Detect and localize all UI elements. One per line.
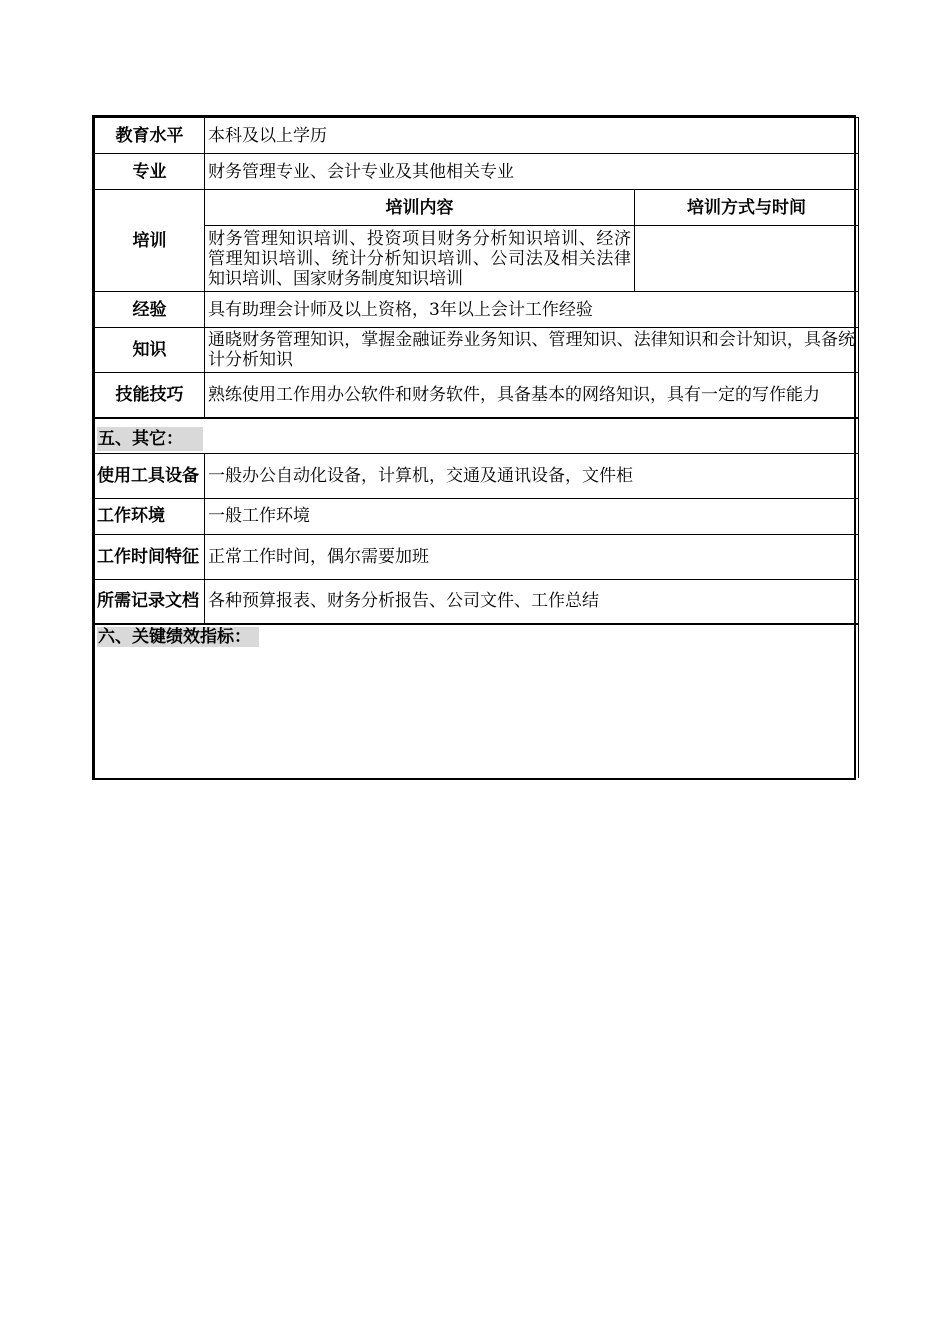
row-knowledge	[95, 328, 859, 373]
skills-label: 技能技巧	[95, 373, 205, 418]
experience-label: 经验	[95, 292, 205, 328]
experience-value: 具有助理会计师及以上资格，3年以上会计工作经验	[205, 292, 859, 328]
environment-label: 工作环境	[95, 498, 205, 534]
row-environment	[95, 498, 859, 534]
environment-value: 一般工作环境	[205, 498, 859, 534]
records-value: 各种预算报表、财务分析报告、公司文件、工作总结	[205, 579, 859, 624]
row-kpi	[95, 624, 859, 778]
row-major	[95, 154, 859, 190]
education-value: 本科及以上学历	[205, 118, 859, 154]
hours-value: 正常工作时间，偶尔需要加班	[205, 534, 859, 579]
knowledge-value: 通晓财务管理知识，掌握金融证券业务知识、管理知识、法律知识和会计知识，具备统计分析知识	[205, 328, 859, 373]
row-records	[95, 579, 859, 624]
skills-value: 熟练使用工作用办公软件和财务软件，具备基本的网络知识，具有一定的写作能力	[205, 373, 859, 418]
row-training-header	[95, 190, 859, 226]
training-method-header: 培训方式与时间	[635, 190, 859, 226]
knowledge-label: 知识	[95, 328, 205, 373]
kpi-section-title: 六、关键绩效指标：	[97, 627, 259, 647]
row-other-title	[95, 418, 859, 454]
training-method-value	[635, 226, 859, 292]
requirements-table	[94, 117, 859, 778]
row-experience	[95, 292, 859, 328]
training-label: 培训	[95, 190, 205, 292]
row-hours	[95, 534, 859, 579]
row-education	[95, 118, 859, 154]
row-training-body	[95, 226, 859, 292]
training-content-header: 培训内容	[205, 190, 635, 226]
education-label: 教育水平	[95, 118, 205, 154]
major-value: 财务管理专业、会计专业及其他相关专业	[205, 154, 859, 190]
major-label: 专业	[95, 154, 205, 190]
other-section-title: 五、其它：	[97, 427, 203, 451]
job-description-table	[92, 115, 856, 780]
tools-label: 使用工具设备	[95, 453, 205, 498]
row-tools	[95, 453, 859, 498]
tools-value: 一般办公自动化设备，计算机，交通及通讯设备，文件柜	[205, 453, 859, 498]
row-skills	[95, 373, 859, 418]
training-content-value: 财务管理知识培训、投资项目财务分析知识培训、经济管理知识培训、统计分析知识培训、公司法及相关法律知识培训、国家财务制度知识培训	[205, 226, 635, 292]
records-label: 所需记录文档	[95, 579, 205, 624]
hours-label: 工作时间特征	[95, 534, 205, 579]
